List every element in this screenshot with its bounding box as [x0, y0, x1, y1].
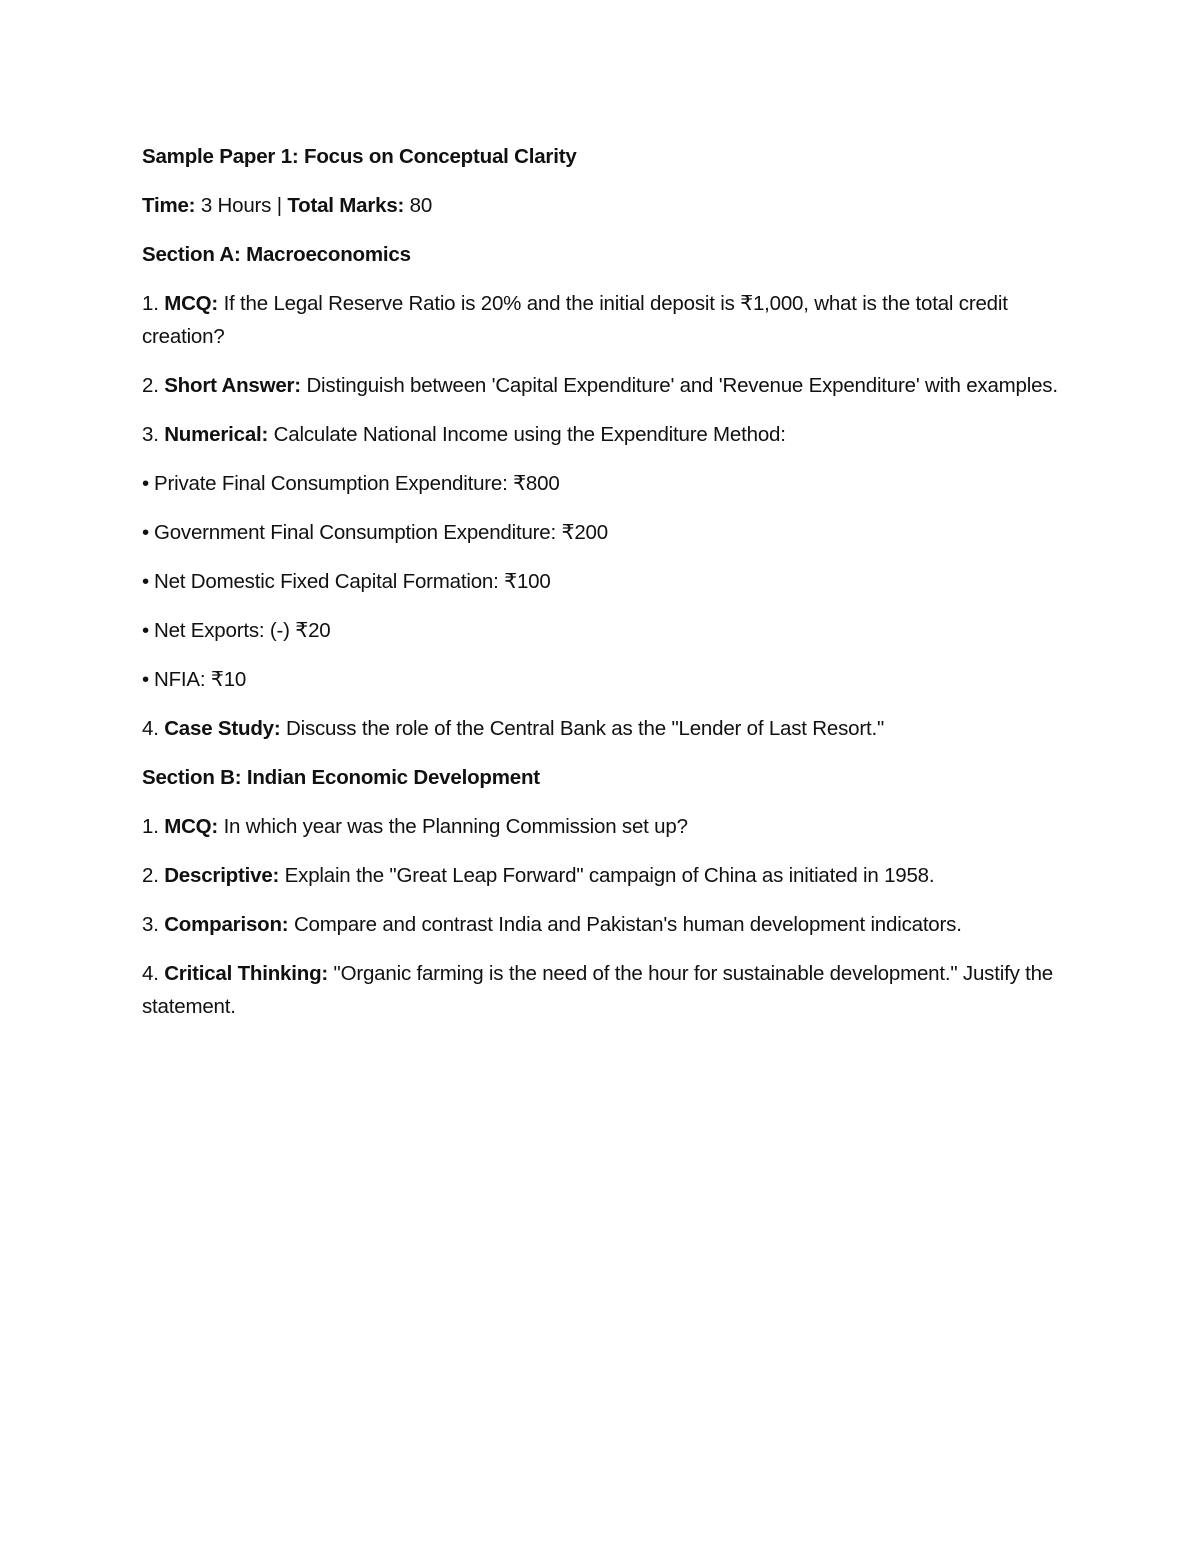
marks-label: Total Marks: — [287, 194, 405, 217]
question-text: Compare and contrast India and Pakistan's human development indicators. — [293, 913, 962, 936]
time-value: 3 Hours — [200, 194, 272, 217]
document-content — [142, 140, 1062, 1039]
question-type: Critical Thinking: — [164, 962, 329, 985]
question-number: 4. — [142, 962, 159, 985]
bullet-item: • Private Final Consumption Expenditure: ₹800 — [142, 467, 1062, 500]
bullet-item: • Net Exports: (-) ₹20 — [142, 614, 1062, 647]
question-text: Explain the "Great Leap Forward" campaign of China as initiated in 1958. — [284, 864, 935, 887]
section-a-question-2 — [142, 369, 1062, 402]
section-a-question-3 — [142, 418, 1062, 451]
question-number: 1. — [142, 815, 159, 838]
question-text: If the Legal Reserve Ratio is 20% and the initial deposit is ₹1,000, what is the total credit creation? — [142, 292, 1008, 348]
paper-meta — [142, 189, 1062, 222]
question-number: 3. — [142, 423, 159, 446]
section-b-heading: Section B: Indian Economic Development — [142, 766, 540, 789]
section-b-question-3 — [142, 908, 1062, 941]
section-b-question-2 — [142, 859, 1062, 892]
meta-separator: | — [276, 194, 282, 217]
bullet-item: • NFIA: ₹10 — [142, 663, 1062, 696]
section-a-question-1 — [142, 287, 1062, 353]
question-text: In which year was the Planning Commission set up? — [223, 815, 688, 838]
question-number: 2. — [142, 374, 159, 397]
question-number: 1. — [142, 292, 159, 315]
question-number: 2. — [142, 864, 159, 887]
question-text: "Organic farming is the need of the hour for sustainable development." Justify the statement. — [142, 962, 1054, 1018]
section-a-question-4 — [142, 712, 1062, 745]
question-type: Short Answer: — [164, 374, 301, 397]
question-type: Descriptive: — [164, 864, 280, 887]
section-b-question-4 — [142, 957, 1062, 1023]
bullet-item: • Government Final Consumption Expenditure: ₹200 — [142, 516, 1062, 549]
question-type: Comparison: — [164, 913, 289, 936]
question-text: Discuss the role of the Central Bank as the "Lender of Last Resort." — [285, 717, 885, 740]
paper-title: Sample Paper 1: Focus on Conceptual Clarity — [142, 145, 577, 168]
question-text: Calculate National Income using the Expenditure Method: — [273, 423, 786, 446]
section-b-question-1 — [142, 810, 1062, 843]
question-number: 4. — [142, 717, 159, 740]
question-type: MCQ: — [164, 815, 219, 838]
question-type: Numerical: — [164, 423, 269, 446]
question-type: Case Study: — [164, 717, 281, 740]
question-text: Distinguish between 'Capital Expenditure' and 'Revenue Expenditure' with examples. — [306, 374, 1058, 397]
bullet-item: • Net Domestic Fixed Capital Formation: ₹100 — [142, 565, 1062, 598]
marks-value: 80 — [409, 194, 433, 217]
time-label: Time: — [142, 194, 196, 217]
question-type: MCQ: — [164, 292, 219, 315]
section-a-heading: Section A: Macroeconomics — [142, 243, 411, 266]
question-number: 3. — [142, 913, 159, 936]
